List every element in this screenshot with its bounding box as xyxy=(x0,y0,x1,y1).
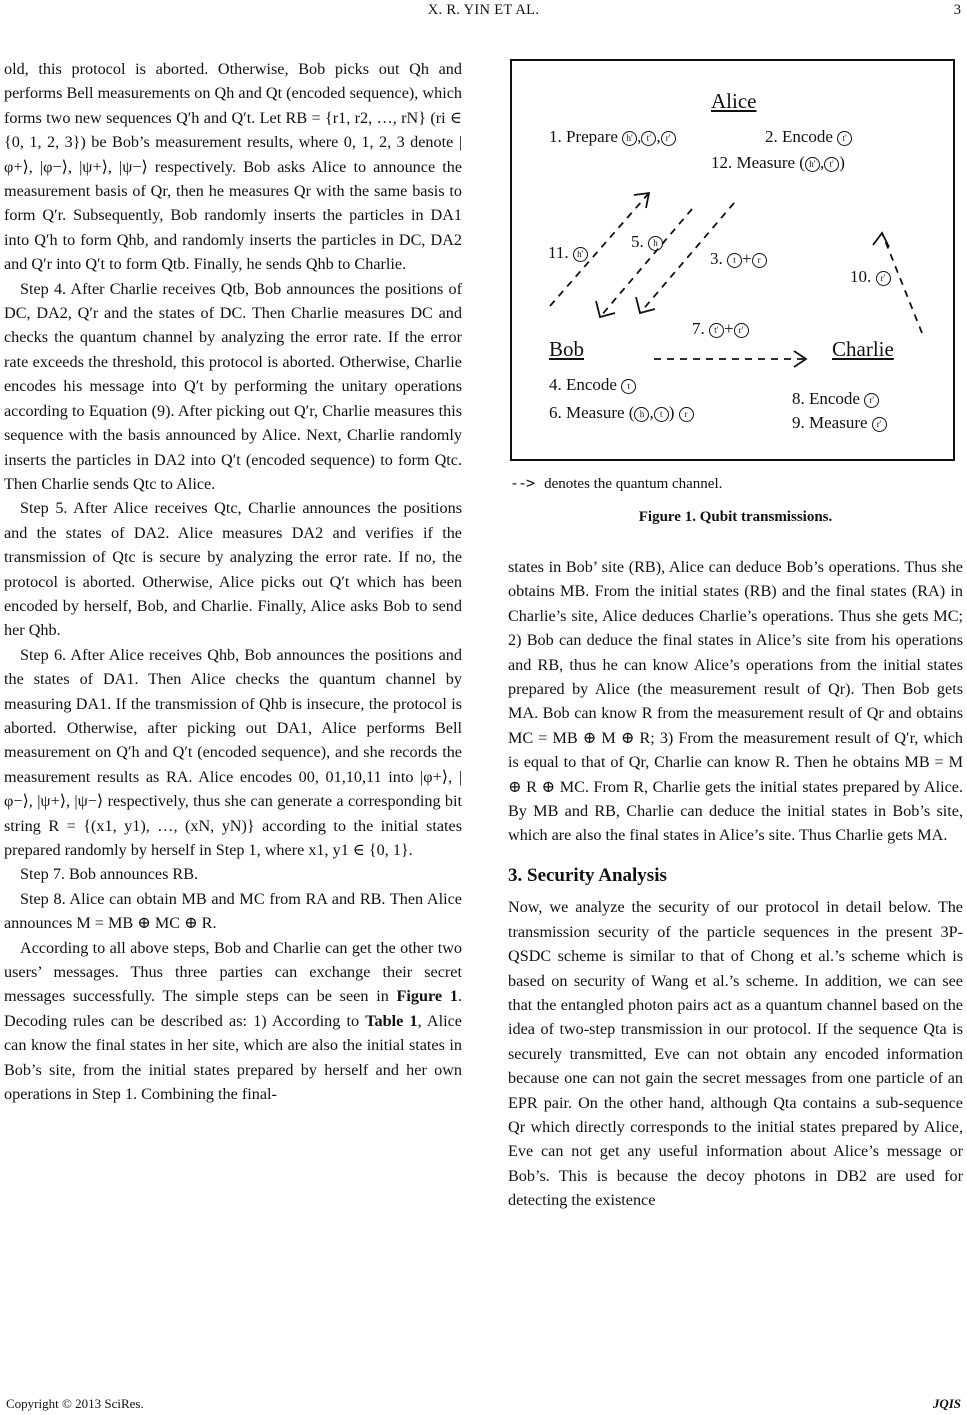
table-reference: Table 1 xyxy=(365,1011,418,1030)
paragraph-step-6: Step 6. After Alice receives Qhb, Bob announces the positions and the states of DA1. Then Alice checks the quantum channel by measuring DA1. If the transmission of Qhb is insecure, the protocol is aborted. Otherwise, after picking out DA1, Alice performs Bell measurement on Q′h and Q′t (encoded sequence), and she records the measurement results as RA. Alice encodes 00, 01,10,11 into |φ+⟩, |φ−⟩, |ψ+⟩, |ψ−⟩ respectively, thus she can generate a corresponding bit string R = {(x1, y1), …, (xN, yN)} according to the initial states prepared randomly by herself in Step 1, where x1, y1 ∈ {0, 1}. xyxy=(4,645,462,859)
right-column xyxy=(508,555,963,1213)
footer-copyright: Copyright © 2013 SciRes. xyxy=(6,1396,144,1411)
paragraph-security: Now, we analyze the security of our protocol in detail below. The transmission security of the particle sequences in the present 3P-QSDC scheme is similar to that of Chong et al.’s scheme which is based on security of Wang et al.’s scheme. In addition, we can see that the entangled photon pairs act as a quantum channel based on the idea of two-step transmission in our protocol. If the sequence Qta is securely transmitted, Eve can not obtain any encoded information because one can not gain the secret messages from one particle of an EPR pair. On the other hand, although Qta contains a sub-sequence Qr which directly corresponds to the initial states prepared by Alice, Eve can not get any useful information about Alice’s message or Bob’s. This is because the decoy photons in DB2 are used for detecting the existence xyxy=(508,898,963,1210)
legend-text: denotes the quantum channel. xyxy=(544,476,723,492)
figure-caption: Figure 1. Qubit transmissions. xyxy=(638,509,833,525)
figure-step-7: 7. t′ + r′ xyxy=(692,319,749,339)
paragraph: old, this protocol is aborted. Otherwise, Bob picks out Qh and performs Bell measurements on Qh and Qt (encoded sequence), which forms two new sequences Q′h and Q′t. Let RB = {r1, r2, …, rN} (ri ∈ {0, 1, 2, 3}) be Bob’s measurement results, where 0, 1, 2, 3 denote |φ+⟩, |φ−⟩, |ψ+⟩, |ψ−⟩ respectively. Bob asks Alice to announce the measurement basis of Qr, then he measures Qr with the same basis to form Q′r. Subsequently, Bob randomly inserts the particles in DA1 into Q′h to form Qhb, and randomly inserts the particles in DC, DA2 and Q′r into Q′t to form Qtb. Finally, he sends Qhb to Charlie. xyxy=(4,60,462,274)
figure-step-10: 10. r′ xyxy=(850,267,891,287)
arrow-step-5 xyxy=(600,209,692,317)
figure-step-11: 11. h′ xyxy=(548,243,588,263)
figure-step-5: 5. h xyxy=(631,232,663,252)
figure-step-12: 12. Measure ( h′ , t′ ) xyxy=(711,153,845,172)
figure-label-alice: Alice xyxy=(711,89,757,113)
figure-step-8: 8. Encode r′ xyxy=(792,389,879,409)
figure-qubit-transmissions xyxy=(510,59,955,461)
paragraph: states in Bob’ site (RB), Alice can deduce Bob’s operations. Thus she obtains MB. From the initial states (RB) and the final states (RA) in Charlie’s site, Alice deduces Charlie’s operations. Thus she gets MC; 2) Bob can deduce the final states in Alice’s site from his operations and RB, thus he can know Alice’s operations from the initial states prepared by Alice (the measurement result of Qr). Then Bob gets MA. Bob can know R from the measurement result of Qr and obtains MC = MB ⊕ M ⊕ R; 3) From the measurement result of Q′r, which is equal to that of Qr, Charlie can know R. Then he obtains MB = M ⊕ R ⊕ MC. From R, Charlie gets the initial states prepared by Alice. By MB and RB, Charlie can deduce the initial states in Bob’s site, which are also the final states in Alice’s site. Thus Charlie gets MA. xyxy=(508,558,963,845)
paragraph-decoding: According to all above steps, Bob and Charlie can get the other two users’ messages. Thus three parties can exchange their secret messages successfully. The simple steps can be seen in Figure 1. Decoding rules can be described as: 1) According to Table 1, Alice can know the final states in her site, which are also the initial states in Bob’s site, from the initial states prepared by herself and her own operations in Step 1. Combining the final- xyxy=(4,938,462,1104)
figure-step-1: 1. Prepare h′ , t′ , r′ xyxy=(549,127,676,147)
figure-step-2: 2. Encode t′ xyxy=(765,127,852,147)
figure-step-3: 3. t + r xyxy=(710,249,767,269)
figure-legend xyxy=(510,474,722,493)
section-heading: 3. Security Analysis xyxy=(508,864,667,886)
figure-reference: Figure 1 xyxy=(396,987,458,1006)
paragraph-step-7: Step 7. Bob announces RB. xyxy=(20,865,199,884)
figure-step-4: 4. Encode t xyxy=(549,375,636,395)
paragraph-step-5: Step 5. After Alice receives Qtc, Charlie announces the positions and the states of DA2. Alice measures DA2 and verifies if the transmission of Qtc is secure by analyzing the error rate. If no, the protocol is aborted. Otherwise, Alice picks out Q′t which has been encoded by herself, Bob, and Charlie. Finally, Alice asks Bob to send her Qhb. xyxy=(4,499,462,640)
page-number: 3 xyxy=(953,2,961,18)
paragraph-step-8: Step 8. Alice can obtain MB and MC from RA and RB. Then Alice announces M = MB ⊕ MC ⊕ R. xyxy=(4,889,462,933)
figure-step-9: 9. Measure r′ xyxy=(792,413,887,433)
left-column xyxy=(4,57,462,1106)
paragraph-step-4: Step 4. After Charlie receives Qtb, Bob announces the positions of DC, DA2, Q′r and the states of DC. Then Charlie measures DC and checks the quantum channel by analyzing the error rate. If the error rate exceeds the threshold, this protocol is aborted. Otherwise, Charlie encodes his message into Q′t by performing the unitary operations according to Equation (9). After picking out Q′r, Charlie measures this sequence with the basis announced by Alice. Next, Charlie randomly inserts the particles in DA2 into Q′t (encoded sequence) to form Qtc. Then Charlie sends Qtc to Alice. xyxy=(4,279,462,493)
figure-label-charlie: Charlie xyxy=(832,337,894,361)
dashed-arrow-icon: --> xyxy=(510,474,535,492)
figure-step-6: 6. Measure ( h , t ) r xyxy=(549,403,694,423)
footer-journal: JQIS xyxy=(932,1396,961,1411)
figure-label-bob: Bob xyxy=(549,337,585,361)
running-head: X. R. YIN ET AL. xyxy=(427,2,540,18)
